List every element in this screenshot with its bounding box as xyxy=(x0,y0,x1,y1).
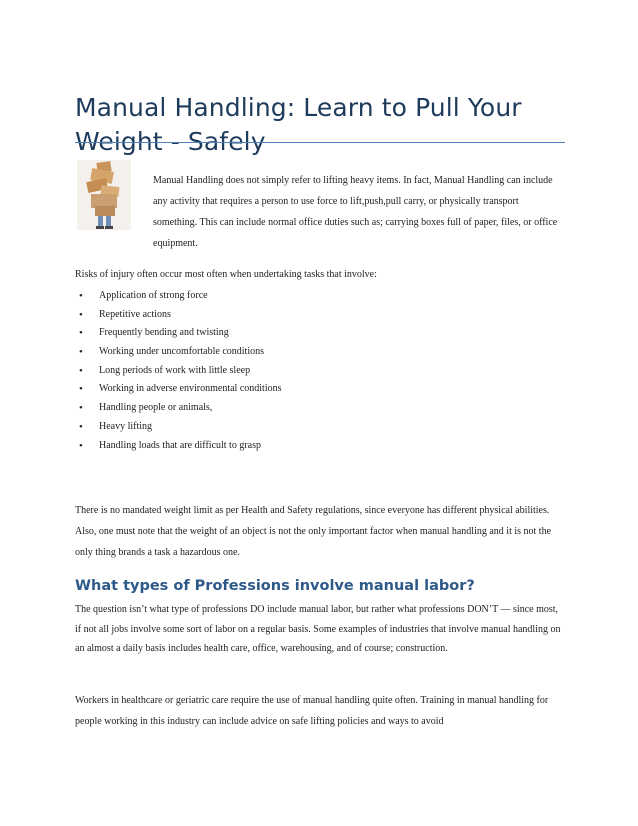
risks-list xyxy=(75,287,565,455)
healthcare-paragraph: Workers in healthcare or geriatric care require the use of manual handling quite often. Training in manual handling for people working in this industry can include advice on safe lifting policies and ways to avoid xyxy=(75,695,549,727)
list-item: • Repetitive actions xyxy=(75,306,565,325)
page-title: Manual Handling: Learn to Pull Your Weight - Safely xyxy=(75,92,522,156)
list-item: • Application of strong force xyxy=(75,287,565,306)
boxes-illustration xyxy=(77,160,131,230)
list-item: • Heavy lifting xyxy=(75,418,565,437)
list-item: • Long periods of work with little sleep xyxy=(75,362,565,381)
risks-lead: Risks of injury often occur most often when undertaking tasks that involve: xyxy=(75,269,377,280)
list-item: • Handling people or animals, xyxy=(75,399,565,418)
professions-paragraph: The question isn’t what type of professions DO include manual labor, but rather what professions DON’T — since most, if not all jobs involve some sort of labor on a regular basis. Some examples of industries that involve manual handling on an almost a daily basis includes health care, office, warehousing, and of course; construction. xyxy=(75,604,561,654)
weight-limit-paragraph: There is no mandated weight limit as per Health and Safety regulations, since everyone has different physical abilities. Also, one must note that the weight of an object is not the only important factor when manual handling and it is not the only thing brands a task a hazardous one. xyxy=(75,505,552,558)
intro-paragraph: Manual Handling does not simply refer to lifting heavy items. In fact, Manual Handling can include any activity that requires a person to use force to lift,push,pull carry, or physically transport something. This can include normal office duties such as; carrying boxes full of paper, files, or office equipment. xyxy=(153,175,558,249)
list-item: • Frequently bending and twisting xyxy=(75,324,565,343)
list-item: • Handling loads that are difficult to grasp xyxy=(75,437,565,456)
list-item: • Working in adverse environmental conditions xyxy=(75,380,565,399)
list-item: • Working under uncomfortable conditions xyxy=(75,343,565,362)
title-divider xyxy=(75,142,565,143)
section-heading: What types of Professions involve manual labor? xyxy=(75,578,475,595)
